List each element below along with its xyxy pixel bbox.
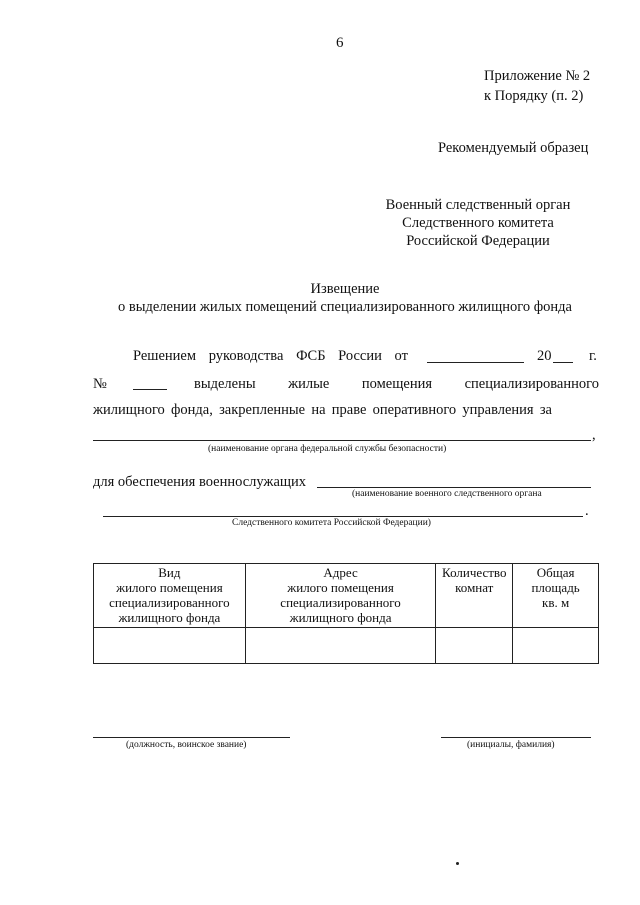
stray-dot-mark: [456, 862, 459, 865]
header-rooms: Количество комнат: [436, 564, 513, 628]
word: выделены: [194, 376, 256, 392]
year-blank: [553, 362, 573, 363]
body-line-3: жилищного фонда, закрепленные на праве оперативного управления за: [93, 402, 552, 418]
comma: ,: [592, 427, 596, 443]
word: России: [338, 348, 382, 364]
number-blank: [133, 389, 167, 390]
recommended-sample: Рекомендуемый образец: [438, 140, 589, 156]
year-suffix: г.: [589, 348, 597, 364]
addressee-line-1: Военный следственный орган: [385, 197, 571, 213]
table-cell[interactable]: [436, 628, 513, 664]
notice-title: [90, 280, 600, 316]
fsb-body-name-line: [93, 440, 591, 441]
name-signature-line: [441, 737, 591, 738]
addressee-line-3: Российской Федерации: [406, 233, 550, 249]
caption-investigative-body: (наименование военного следственного органа: [352, 489, 542, 499]
word: от: [394, 348, 408, 364]
header-type: Вид жилого помещения специализированного жилищного фонда: [94, 564, 246, 628]
investigative-body-line: [317, 487, 591, 488]
year-prefix: 20: [537, 348, 552, 364]
caption-initials-surname: (инициалы, фамилия): [467, 740, 555, 750]
addressee-block: [370, 196, 586, 250]
period: .: [585, 503, 589, 519]
housing-table: [93, 563, 599, 664]
page-number: 6: [336, 35, 344, 51]
word: специализированного: [464, 376, 599, 392]
word: ФСБ: [296, 348, 326, 364]
title-line-1: Извещение: [310, 281, 380, 297]
table-row: [94, 628, 599, 664]
number-sign: №: [93, 376, 107, 392]
appendix-line-2: к Порядку (п. 2): [484, 88, 584, 104]
caption-fsb-body: (наименование органа федеральной службы безопасности): [208, 444, 447, 454]
table-cell[interactable]: [94, 628, 246, 664]
appendix-line-1: Приложение № 2: [484, 68, 591, 84]
position-signature-line: [93, 737, 290, 738]
word: жилые: [288, 376, 330, 392]
caption-position-rank: (должность, воинское звание): [126, 740, 247, 750]
word: руководства: [208, 348, 284, 364]
word: Решением: [133, 348, 197, 364]
title-line-2: о выделении жилых помещений специализированного жилищного фонда: [118, 299, 572, 315]
committee-line: [103, 516, 583, 517]
date-blank: [427, 362, 524, 363]
table-cell[interactable]: [245, 628, 436, 664]
caption-committee: Следственного комитета Российской Федерации): [232, 518, 431, 528]
addressee-line-2: Следственного комитета: [402, 215, 554, 231]
body-line-1: [133, 347, 408, 365]
word: помещения: [361, 376, 433, 392]
table-header-row: [94, 564, 599, 628]
table-cell[interactable]: [513, 628, 599, 664]
header-area: Общая площадь кв. м: [513, 564, 599, 628]
body-line-4: для обеспечения военнослужащих: [93, 474, 307, 490]
body-line-2: [194, 375, 599, 393]
header-address: Адрес жилого помещения специализированного жилищного фонда: [245, 564, 436, 628]
